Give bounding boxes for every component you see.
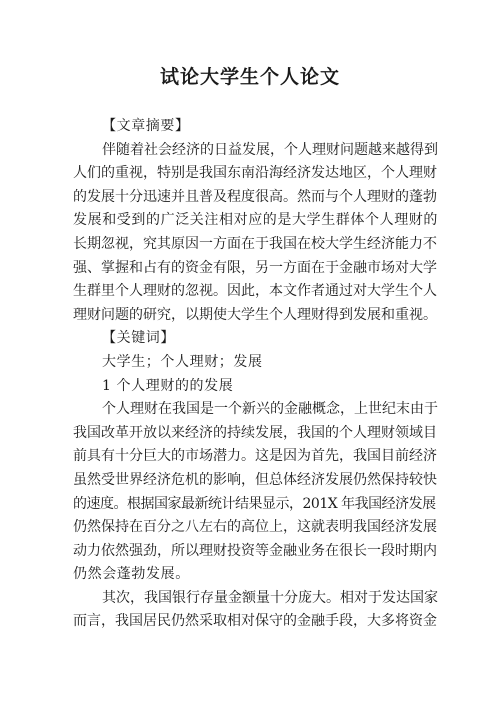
text-line: 的速度。根据国家最新统计结果显示，201X 年我国经济发展 (73, 495, 436, 512)
text-line: 生群里个人理财的忽视。因此，本文作者通过对大学生个人 (73, 283, 437, 300)
text-line: 动力依然强劲，所以理财投资等金融业务在很长一段时期内 (73, 542, 437, 559)
text-line: 大学生；个人理财；发展 (102, 353, 263, 370)
text-line: 虽然受世界经济危机的影响，但总体经济发展仍然保持较快 (73, 471, 437, 488)
text-line: 其次，我国银行存量金额量十分庞大。相对于发达国家 (102, 589, 438, 606)
text-line: 仍然保持在百分之八左右的高位上，这就表明我国经济发展 (73, 519, 437, 536)
text-line: 伴随着社会经济的日益发展，个人理财问题越来越得到 (102, 141, 438, 158)
text-line: 强、掌握和占有的资金有限，另一方面在于金融市场对大学 (73, 259, 437, 276)
text-line: 理财问题的研究，以期使大学生个人理财得到发展和重视。 (73, 306, 437, 323)
text-line: 前具有十分巨大的市场潜力。这是因为首先，我国目前经济 (73, 448, 437, 465)
text-line: 我国改革开放以来经济的持续发展，我国的个人理财领域目 (73, 424, 437, 441)
text-line: 发展和受到的广泛关注相对应的是大学生群体个人理财的 (73, 212, 438, 229)
text-line: 仍然会蓬勃发展。 (73, 566, 190, 583)
page-title: 试论大学生个人论文 (159, 66, 340, 88)
document-body (73, 115, 438, 634)
text-line: 【文章摘要】 (102, 118, 190, 134)
text-line: 个人理财在我国是一个新兴的金融概念，上世纪末由于 (102, 401, 438, 418)
text-line: 的发展十分迅速并且普及程度很高。然而与个人理财的蓬勃 (73, 188, 437, 205)
text-line: 而言，我国居民仍然采取相对保守的金融手段，大多将资金 (73, 613, 437, 630)
text-line: 长期忽视，究其原因一方面在于我国在校大学生经济能力不 (73, 235, 437, 252)
text-line: 1 个人理财的的发展 (102, 377, 234, 394)
text-line: 【关键词】 (102, 330, 175, 347)
text-line: 人们的重视，特别是我国东南沿海经济发达地区，个人理财 (73, 165, 437, 182)
